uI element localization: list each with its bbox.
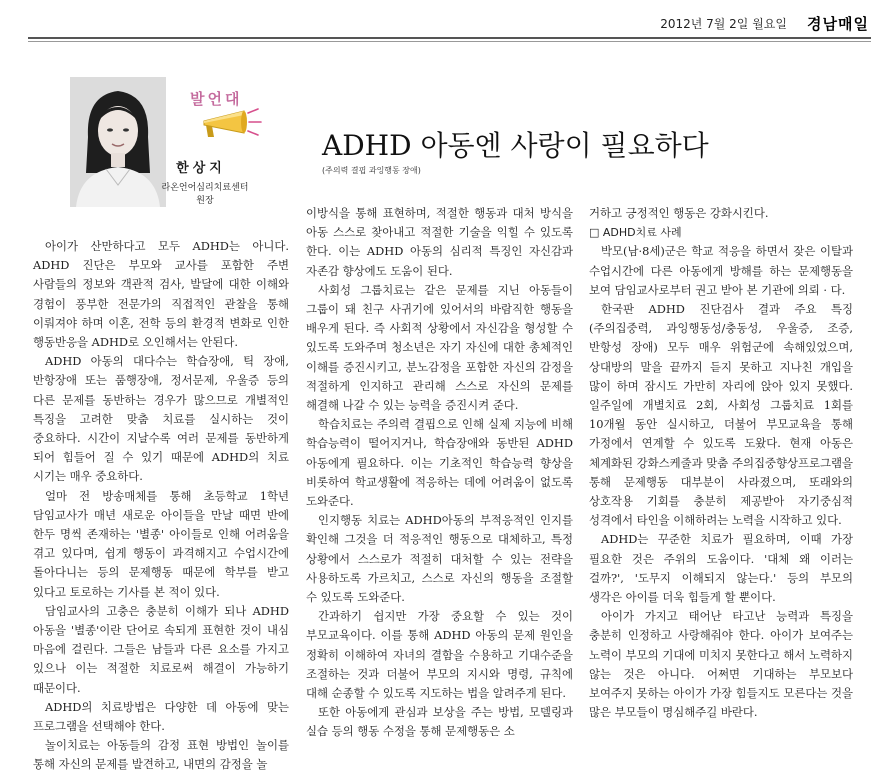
column-label-text: 발언대 — [190, 90, 243, 108]
masthead-rule-thin — [28, 41, 871, 42]
paragraph: 학습치료는 주의력 결핍으로 인해 실제 지능에 비해 학습능력이 떨어지거나, 학습장애와 동반된 ADHD 아동에게 필요하다. 이는 기초적인 학습능력 향상을 비롯하여 학교생활에 적응하는 데에 어려움이 없도록 도와준다. — [306, 417, 573, 509]
publication-date: 2012년 7월 2일 월요일 — [660, 17, 787, 31]
paragraph: ADHD의 치료방법은 다양한 데 아동에 맞는 프로그램을 선택해야 한다. — [33, 699, 289, 734]
masthead — [0, 0, 885, 40]
paragraph: 박모(남·8세)군은 학교 적응을 하면서 잦은 이탈과 수업시간에 다른 아동에게 방해를 하는 문제행동을 보여 담임교사로부터 권고 받아 본 기관에 의뢰 · 다. — [589, 244, 853, 297]
paragraph: 또한 아동에게 관심과 보상을 주는 방법, 모델링과 실습 등의 행동 수정을 통해 문제행동은 소 — [306, 705, 573, 739]
section-heading: □ ADHD치료 사례 — [589, 226, 682, 240]
paragraph: 인지행동 치료는 ADHD아동의 부적응적인 인지를 확인해 그것을 더 적응적인 행동으로 대체하고, 특정 상황에서 스스로가 적절히 대처할 수 있는 전략을 사용하도록 가르치고, 스스로 자신의 행동을 조절할 수 있도록 도와준다. — [306, 513, 573, 605]
paragraph: 사회성 그룹치료는 같은 문제를 지닌 아동들이 그룹이 돼 친구 사귀기에 있어서의 바람직한 행동을 배우게 된다. 즉 사회적 상황에서 자신감을 형성할 수 있도록 도와주며 청소년은 자기 자신에 대한 총체적인 이해를 증진시키고, 분노감정을 포함한 자신의 감정을 적절하게 인지하고 관리해 스스로 자신의 문제를 해결해 나갈 수 있는 능력을 증진시켜 준다. — [306, 282, 573, 413]
headline: ADHD 아동엔 사랑이 필요하다 — [322, 129, 709, 162]
subheadline: (주의력 결핍 과잉행동 장애) — [322, 166, 421, 175]
masthead-rule — [28, 37, 871, 39]
paragraph: 놀이치료는 아동들의 감정 표현 방법인 놀이를 통해 자신의 문제를 발견하고, 내면의 감정을 놀 — [33, 738, 289, 772]
megaphone-icon — [200, 107, 262, 139]
author-title: 원장 — [196, 196, 214, 206]
paragraph: 거하고 긍정적인 행동은 강화시킨다. — [589, 206, 769, 220]
paragraph: 아이가 산만하다고 모두 ADHD는 아니다. ADHD 진단은 부모와 교사를 포함한 주변 사람들의 정보와 객관적 검사, 발달에 대한 이해와 경험이 풍부한 전문가의 직접적인 관찰을 통해 이뤄져야 하며 이혼, 전학 등의 환경적 변화로 인한 행동반응을 ADHD로 오인해서는 안된다. — [33, 239, 289, 350]
author-name: 한상지 — [176, 161, 226, 176]
article-column-2 — [306, 204, 573, 742]
author-photo — [70, 77, 166, 207]
paragraph: 간과하기 쉽지만 가장 중요할 수 있는 것이 부모교육이다. 이를 통해 ADHD 아동의 문제 원인을 정확히 이해하여 자녀의 결함을 수용하고 기대수준을 조절하는 것과 더불어 부모의 지시와 명령, 규칙에 대해 순종할 수 있도록 지도하는 법을 알려주게 된다. — [306, 609, 573, 701]
paragraph: ADHD 아동의 대다수는 학습장애, 틱 장애, 반항장애 또는 품행장애, 정서문제, 우울증 등의 다른 문제를 동반하는 경우가 많으므로 개별적인 특징을 고려한 맞춤 치료를 실시하는 것이 중요하다. 시간이 지날수록 여러 문제를 동반하게 되어 힘들어 질 수 있기 때문에 ADHD의 치료 시기는 매우 중요하다. — [33, 354, 289, 484]
paragraph: 얼마 전 방송매체를 통해 초등학교 1학년 담임교사가 매년 새로운 아이들을 만날 때면 반에 한두 명씩 존재하는 '별종' 아이들로 인해 어려움을 겪고 있다며, 쉽게 행동이 과격해지고 수업시간에 돌아다니는 등의 문제행동 때문에 학부를 받고 있다고 토로하는 기사를 본 적이 있다. — [33, 488, 289, 599]
author-affiliation — [160, 182, 250, 208]
paragraph: 아이가 가지고 태어난 타고난 능력과 특징을 충분히 인정하고 사랑해줘야 한다. 아이가 보여주는 노력이 부모의 기대에 미치지 못한다고 해서 노력하지 않는 것은 아니다. 어쩌면 기대하는 부모보다 보여주지 못하는 아이가 가장 힘들지도 모른다는 것을 많은 부모들이 명심해주길 바란다. — [589, 609, 853, 720]
paragraph: ADHD는 꾸준한 치료가 필요하며, 이때 가장 필요한 것은 주위의 도움이다. '대체 왜 이러는 걸까?', '도무지 이해되지 않는다.' 등의 부모의 생각은 아이를 더욱 힘들게 할 뿐이다. — [589, 532, 853, 605]
paragraph: 담임교사의 고충은 충분히 이해가 되나 ADHD 아동을 '별종'이란 단어로 속되게 표현한 것이 내심 마음에 걸린다. 그들은 남들과 다른 요소를 가지고 있으나 이는 적절한 치료로써 해결이 가능하기 때문이다. — [33, 603, 289, 695]
article-column-3 — [589, 204, 853, 722]
article-column-1 — [33, 237, 289, 775]
newspaper-name: 경남매일 — [807, 15, 869, 33]
author-org: 라온언어심리치료센터 — [161, 183, 249, 193]
paragraph: 이방식을 통해 표현하며, 적절한 행동과 대처 방식을 아동 스스로 찾아내고 적절한 기술을 익힐 수 있도록 한다. 이는 ADHD 아동의 심리적 특징인 자신감과 자존감 향상에도 도움이 된다. — [306, 206, 573, 278]
paragraph: 한국판 ADHD 진단검사 결과 주요 특징(주의집중력, 과잉행동성/충동성, 우울증, 조증, 반항성 장애) 모두 매우 위험군에 속해있었으며, 상대방의 말을 끝까지 듣지 못하고 지나친 개입을 많이 하며 잠시도 가만히 자리에 앉아 있지 못했다. 일주일에 개별치료 2회, 사회성 그룹치료 1회를 10개월 동안 실시하고, 더불어 부모교육을 통해 가정에서 연계할 수 있도록 도왔다. 현재 아동은 체계화된 강화스케줄과 맞춤 주의집중향상프로그램을 통해 문제행동 대부분이 사라졌으며, 또래와의 상호작용 기회를 충분히 제공받아 자기중심적 성격에서 타인을 이해하려는 노력을 시작하고 있다. — [589, 302, 853, 528]
